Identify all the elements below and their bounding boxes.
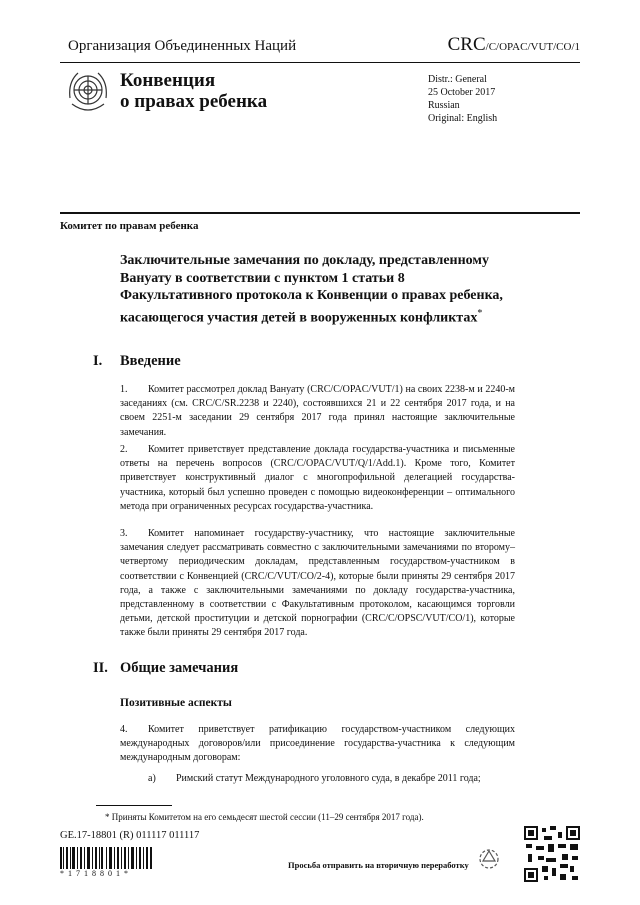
paragraph-3 [120, 527, 515, 641]
barcode-number: *1718801* [60, 869, 132, 878]
paragraph-text: Комитет рассмотрел доклад Вануату (CRC/C/OPAC/VUT/1) на своих 2238-м и 2240-м заседаниях (см. CRC/C/SR.2238 и 2240), состоявшихся 21 и 22 сентября 2017 года, и на своем 2251-м заседании 29 сентября 2017 года принял настоящие заключительные замечания. [120, 384, 515, 438]
un-emblem-icon [64, 68, 112, 116]
subheading: Позитивные аспекты [120, 697, 232, 709]
original-language: Original: English [428, 113, 498, 124]
document-title [120, 252, 520, 327]
paragraph-text: Комитет напоминает государству-участнику, что настоящие заключительные замечания следует рассматривать совместно с заключительными замечаниями по второму–четвертому периодическим докладам, представленным государством-участником в соответствии с Конвенцией (CRC/C/VUT/CO/2-4), которые были приняты 29 сентября 2017 года, а также с заключительными замечаниями по докладу государства-участника, представленному в соответствии с Факультативным протоколом, касающимся торговли детьми, детской проституции и детской порнографии (CRC/C/OPSC/VUT/CO/1), которые также были приняты 29 сентября 2017 года. [120, 528, 515, 639]
paragraph-text: Комитет приветствует представление доклада государства-участника и письменные ответы на перечень вопросов (CRC/C/OPAC/VUT/Q/1/Add.1). Кроме того, Комитет приветствует конструктивный диалог с многопрофильной делегацией государства-участника, который был успешно проведен с помощью видеоконференции – оптимального метода при ограниченных ресурсах государства-участника. [120, 444, 515, 512]
convention-line-1: Конвенция [120, 70, 216, 91]
paragraph-number: 4. [120, 724, 128, 735]
language: Russian [428, 100, 460, 111]
item-text: Римский статут Международного уголовного суда, в декабре 2011 года; [176, 773, 481, 784]
section-2-number: II. [93, 660, 108, 676]
paragraph-number: 3. [120, 528, 128, 539]
footnote: * Приняты Комитетом на его семьдесят шестой сессии (11–29 сентября 2017 года). [105, 812, 424, 822]
recycle-icon [478, 848, 500, 870]
committee-name: Комитет по правам ребенка [60, 220, 199, 232]
footnote-rule [96, 805, 172, 806]
recycle-note: Просьба отправить на вторичную переработку [288, 860, 469, 870]
item-a [120, 772, 515, 786]
paragraph-number: 1. [120, 384, 128, 395]
section-2-title: Общие замечания [120, 660, 239, 676]
paragraph-1 [120, 383, 515, 440]
date: 25 October 2017 [428, 87, 496, 98]
paragraph-2 [120, 443, 515, 514]
organization-name: Организация Объединенных Наций [68, 38, 297, 54]
section-1-number: I. [93, 353, 103, 369]
section-1-title: Введение [120, 353, 181, 369]
document-symbol [448, 34, 580, 56]
barcode-icon [60, 847, 152, 869]
paragraph-4 [120, 723, 515, 766]
paragraph-text: Комитет приветствует ратификацию государством-участником следующих международных договоров/или присоединение государства-участника к следующим международным договорам: [120, 724, 515, 764]
convention-line-2: о правах ребенка [120, 91, 268, 112]
title-text: Заключительные замечания по докладу, представленному Вануату в соответствии с пунктом 1 статьи 8 Факультативного протокола к Конвенции о правах ребенка, касающегося участия детей в вооруженных конфликтах [120, 253, 503, 326]
symbol-rest: /C/OPAC/VUT/CO/1 [485, 41, 580, 53]
item-letter: a) [148, 773, 156, 784]
job-number: GE.17-18801 (R) 011117 011117 [60, 830, 200, 841]
symbol-main: CRC [447, 34, 486, 55]
footnote-mark: * [477, 307, 483, 319]
distribution-info [428, 73, 497, 125]
paragraph-number: 2. [120, 444, 128, 455]
distr: Distr.: General [428, 74, 487, 85]
qr-code-icon [524, 826, 580, 882]
convention-title [120, 70, 267, 112]
thick-rule [60, 212, 580, 214]
header-rule [60, 62, 580, 63]
